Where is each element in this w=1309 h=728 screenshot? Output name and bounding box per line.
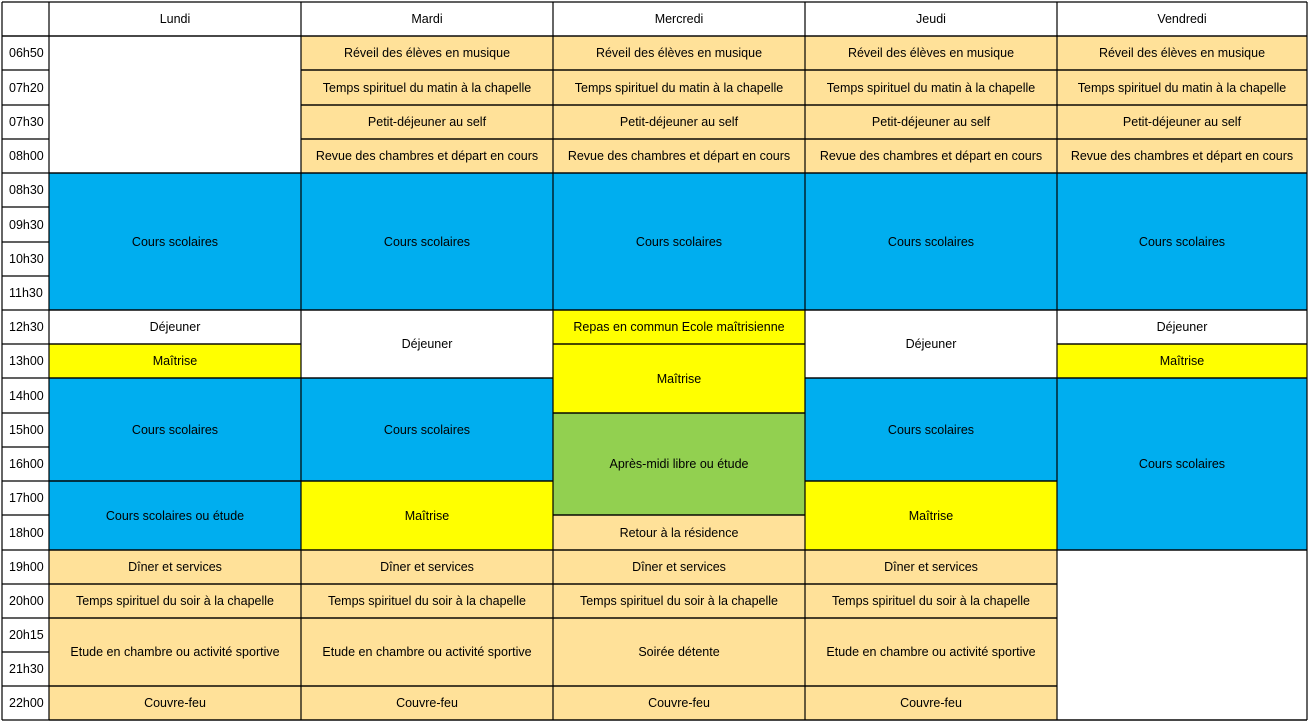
cell-label: Réveil des élèves en musique [847, 46, 1015, 60]
header-corner [2, 2, 49, 36]
day-header-jeudi [805, 2, 1057, 36]
cell-label: Déjeuner [1156, 320, 1208, 334]
event-maitrise [805, 481, 1057, 550]
event-maitrise [301, 481, 553, 550]
cell-label: Cours scolaires [887, 234, 975, 249]
cell-label: Maîtrise [908, 508, 954, 523]
cell-label: 13h00 [9, 354, 44, 368]
cell-label: Temps spirituel du soir à la chapelle [75, 594, 275, 608]
event-revue-des-chambres-et-depart-en-cours [301, 139, 553, 173]
cell-label: Repas en commun Ecole maîtrisienne [573, 320, 785, 334]
event-couvre-feu [49, 686, 301, 720]
time-label-21h30 [2, 652, 49, 686]
event-diner-et-services [49, 550, 301, 584]
cell-label: Couvre-feu [396, 696, 458, 710]
cell-label: 22h00 [9, 696, 44, 710]
day-header-lundi [49, 2, 301, 36]
cell-label: Cours scolaires [1138, 457, 1226, 471]
cell-label: Couvre-feu [900, 696, 962, 710]
cell-label: 11h30 [9, 286, 43, 300]
time-label-20h00 [2, 584, 49, 618]
cell-label: Maîtrise [404, 508, 450, 523]
event-temps-spirituel-du-matin-a-la-chapelle [1057, 70, 1307, 105]
cell-label: Etude en chambre ou activité sportive [70, 645, 280, 659]
event-maitrise [553, 344, 805, 413]
event-temps-spirituel-du-soir-a-la-chapelle [301, 584, 553, 618]
time-label-15h00 [2, 413, 49, 447]
cell-label: Revue des chambres et départ en cours [315, 149, 539, 163]
event-cours-scolaires [553, 173, 805, 310]
cell-label: 07h30 [9, 115, 44, 129]
event-cours-scolaires [301, 173, 553, 310]
cell-label: Temps spirituel du matin à la chapelle [322, 80, 532, 95]
cell-label: Retour à la résidence [619, 525, 739, 540]
event-temps-spirituel-du-matin-a-la-chapelle [553, 70, 805, 105]
event-temps-spirituel-du-soir-a-la-chapelle [553, 584, 805, 618]
event-diner-et-services [301, 550, 553, 584]
cell-label: 16h00 [9, 457, 44, 471]
time-label-07h20 [2, 70, 49, 105]
cell-label: Maîtrise [1159, 354, 1205, 368]
event-retour-a-la-residence [553, 515, 805, 550]
event-petit-dejeuner-au-self [1057, 105, 1307, 139]
cell-label: 20h00 [9, 594, 44, 608]
event-apres-midi-libre-ou-etude [553, 413, 805, 515]
event-cours-scolaires [805, 173, 1057, 310]
cell-label: Revue des chambres et départ en cours [1070, 149, 1294, 163]
day-header-mercredi [553, 2, 805, 36]
cell-label: Cours scolaires [1138, 234, 1226, 249]
time-label-12h30 [2, 310, 49, 344]
cell-label: Petit-déjeuner au self [1122, 115, 1242, 129]
cell-label: Couvre-feu [648, 696, 710, 710]
cell-label: Temps spirituel du soir à la chapelle [579, 594, 779, 608]
cell-label: Temps spirituel du matin à la chapelle [1077, 80, 1287, 95]
event-reveil-des-eleves-en-musique [1057, 36, 1307, 70]
event-maitrise [49, 344, 301, 378]
cell-label: Temps spirituel du soir à la chapelle [327, 594, 527, 608]
event-petit-dejeuner-au-self [301, 105, 553, 139]
event-revue-des-chambres-et-depart-en-cours [553, 139, 805, 173]
event-temps-spirituel-du-matin-a-la-chapelle [301, 70, 553, 105]
event-cours-scolaires-ou-etude [49, 481, 301, 550]
time-label-17h00 [2, 481, 49, 515]
day-header-mardi [301, 2, 553, 36]
time-label-13h00 [2, 344, 49, 378]
event-repas-en-commun-ecole-maitrisienne [553, 310, 805, 344]
cell-label: Revue des chambres et départ en cours [567, 149, 791, 163]
event-temps-spirituel-du-soir-a-la-chapelle [805, 584, 1057, 618]
cell-label: Petit-déjeuner au self [619, 115, 739, 129]
event-etude-en-chambre-ou-activite-sportive [805, 618, 1057, 686]
event-diner-et-services [553, 550, 805, 584]
cell-label: Vendredi [1157, 12, 1207, 26]
cell-label: Maîtrise [656, 371, 702, 386]
event-maitrise [1057, 344, 1307, 378]
event-petit-dejeuner-au-self [805, 105, 1057, 139]
event-cours-scolaires [301, 378, 553, 481]
time-label-22h00 [2, 686, 49, 720]
cell-label: Petit-déjeuner au self [367, 115, 487, 129]
cell-label: Petit-déjeuner au self [871, 115, 991, 129]
cell-label: Temps spirituel du soir à la chapelle [831, 594, 1031, 608]
empty-slot [1057, 550, 1307, 720]
cell-label: Maîtrise [152, 354, 198, 368]
event-soiree-detente [553, 618, 805, 686]
time-label-16h00 [2, 447, 49, 481]
event-couvre-feu [805, 686, 1057, 720]
cell-label: Cours scolaires ou étude [105, 508, 245, 523]
cell-label: Déjeuner [149, 320, 201, 334]
cell-label: 20h15 [9, 628, 44, 642]
day-header-vendredi [1057, 2, 1307, 36]
cell-label: 07h20 [9, 80, 44, 95]
time-label-07h30 [2, 105, 49, 139]
time-label-11h30 [2, 276, 49, 310]
cell-label: 15h00 [9, 423, 44, 437]
event-temps-spirituel-du-matin-a-la-chapelle [805, 70, 1057, 105]
cell-label: Soirée détente [638, 645, 720, 659]
cell-label: Cours scolaires [131, 234, 219, 249]
event-dejeuner [301, 310, 553, 378]
cell-label: Cours scolaires [383, 234, 471, 249]
cell-label: Dîner et services [128, 560, 222, 574]
cell-label: Cours scolaires [887, 422, 975, 437]
event-cours-scolaires [1057, 173, 1307, 310]
cell-label: 10h30 [9, 252, 44, 266]
cell-label: Réveil des élèves en musique [595, 46, 763, 60]
event-temps-spirituel-du-soir-a-la-chapelle [49, 584, 301, 618]
event-etude-en-chambre-ou-activite-sportive [49, 618, 301, 686]
cell-label: Déjeuner [401, 337, 453, 351]
cell-label: Réveil des élèves en musique [1098, 46, 1266, 60]
cell-label: 08h30 [9, 183, 44, 197]
event-reveil-des-eleves-en-musique [553, 36, 805, 70]
cell-label: Dîner et services [380, 560, 474, 574]
cell-label: Réveil des élèves en musique [343, 46, 511, 60]
cell-label: Dîner et services [632, 560, 726, 574]
cell-label: 08h00 [9, 149, 44, 163]
event-cours-scolaires [49, 378, 301, 481]
time-label-09h30 [2, 207, 49, 242]
empty-slot [49, 36, 301, 173]
cell-label: Dîner et services [884, 560, 978, 574]
time-label-10h30 [2, 242, 49, 276]
cell-label: Jeudi [916, 12, 946, 26]
cell-label: 06h50 [9, 46, 44, 60]
event-dejeuner [1057, 310, 1307, 344]
cell-label: 18h00 [9, 525, 44, 540]
cell-label: 14h00 [9, 388, 44, 403]
cell-label: Couvre-feu [144, 696, 206, 710]
cell-label: 21h30 [9, 662, 44, 676]
event-dejeuner [805, 310, 1057, 378]
cell-label: 09h30 [9, 217, 44, 232]
time-label-06h50 [2, 36, 49, 70]
time-label-20h15 [2, 618, 49, 652]
cell-label: Mercredi [654, 12, 704, 26]
time-label-08h00 [2, 139, 49, 173]
event-reveil-des-eleves-en-musique [805, 36, 1057, 70]
event-petit-dejeuner-au-self [553, 105, 805, 139]
time-label-08h30 [2, 173, 49, 207]
event-diner-et-services [805, 550, 1057, 584]
cell-label: 17h00 [9, 491, 44, 505]
cell-label: 12h30 [9, 320, 44, 334]
event-cours-scolaires [49, 173, 301, 310]
event-cours-scolaires [1057, 378, 1307, 550]
cell-label: Temps spirituel du matin à la chapelle [826, 80, 1036, 95]
cell-label: Cours scolaires [635, 234, 723, 249]
event-cours-scolaires [805, 378, 1057, 481]
cell-label: 19h00 [9, 560, 44, 574]
event-couvre-feu [553, 686, 805, 720]
event-reveil-des-eleves-en-musique [301, 36, 553, 70]
time-label-19h00 [2, 550, 49, 584]
cell-label: Temps spirituel du matin à la chapelle [574, 80, 784, 95]
time-label-14h00 [2, 378, 49, 413]
cell-label: Etude en chambre ou activité sportive [826, 645, 1036, 659]
cell-label: Cours scolaires [131, 422, 219, 437]
cell-label: Cours scolaires [383, 422, 471, 437]
event-revue-des-chambres-et-depart-en-cours [1057, 139, 1307, 173]
event-revue-des-chambres-et-depart-en-cours [805, 139, 1057, 173]
cell-label: Lundi [159, 12, 191, 26]
cell-label: Après-midi libre ou étude [609, 457, 749, 471]
event-couvre-feu [301, 686, 553, 720]
cell-label: Mardi [411, 12, 443, 26]
event-dejeuner [49, 310, 301, 344]
event-etude-en-chambre-ou-activite-sportive [301, 618, 553, 686]
cell-label: Etude en chambre ou activité sportive [322, 645, 532, 659]
cell-label: Déjeuner [905, 337, 957, 351]
time-label-18h00 [2, 515, 49, 550]
cell-label: Revue des chambres et départ en cours [819, 149, 1043, 163]
